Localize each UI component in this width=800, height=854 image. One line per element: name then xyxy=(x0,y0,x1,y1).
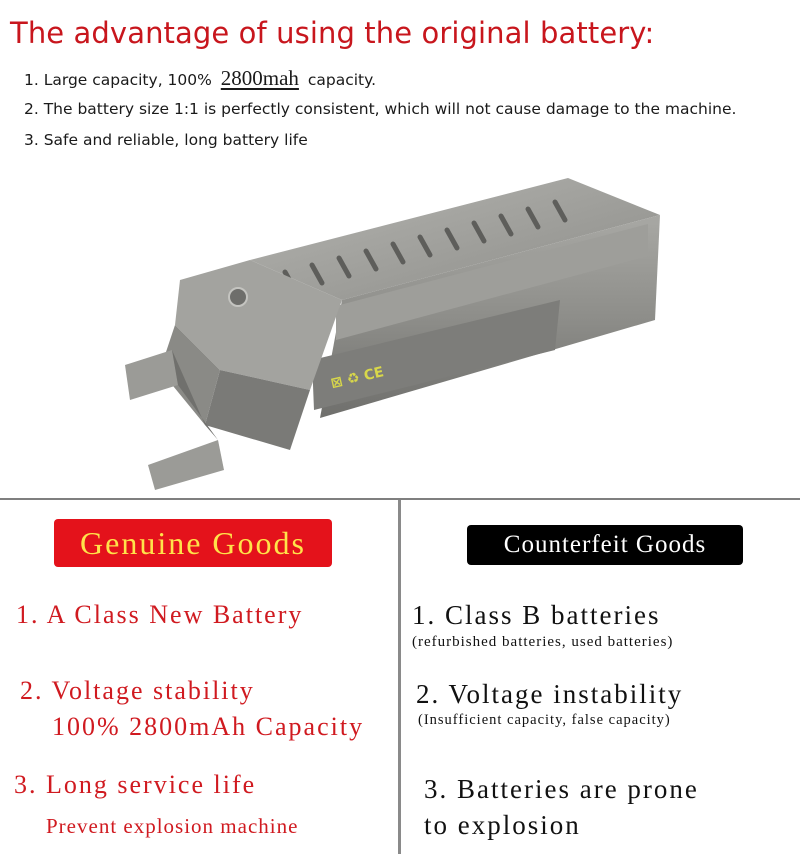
feature-text-after: capacity. xyxy=(302,71,377,89)
genuine-point-2-title: 2. Voltage stability xyxy=(20,676,255,705)
genuine-goods-badge: Genuine Goods xyxy=(54,519,332,567)
feature-text-before: 1. Large capacity, 100% xyxy=(24,71,217,89)
feature-item-capacity xyxy=(24,66,736,97)
counterfeit-point-2-title: 2. Voltage instability xyxy=(416,679,684,709)
section-divider-vertical xyxy=(398,500,401,854)
feature-item-size: 2. The battery size 1:1 is perfectly consistent, which will not cause damage to the machine. xyxy=(24,100,737,118)
counterfeit-point-1-detail: (refurbished batteries, used batteries) xyxy=(412,634,674,650)
counterfeit-point-2-detail: (Insufficient capacity, false capacity) xyxy=(418,712,671,728)
battery-product-image xyxy=(100,160,720,500)
feature-item-safety: 3. Safe and reliable, long battery life xyxy=(24,131,308,149)
counterfeit-point-1-title: 1. Class B batteries xyxy=(412,600,661,630)
genuine-point-3-detail: Prevent explosion machine xyxy=(46,814,299,838)
genuine-point-2-detail: 100% 2800mAh Capacity xyxy=(52,712,365,741)
feature-list xyxy=(24,66,736,159)
counterfeit-point-3-title: 3. Batteries are prone xyxy=(424,774,699,804)
counterfeit-goods-badge: Counterfeit Goods xyxy=(467,525,743,565)
page-title: The advantage of using the original battery: xyxy=(10,16,655,50)
genuine-point-1-title: 1. A Class New Battery xyxy=(16,600,304,629)
counterfeit-point-3-detail: to explosion xyxy=(424,810,581,840)
capacity-highlight: 2800mah xyxy=(220,66,299,90)
genuine-point-3-title: 3. Long service life xyxy=(14,770,257,799)
svg-text:⊠ ♻ CE: ⊠ ♻ CE xyxy=(329,364,386,392)
